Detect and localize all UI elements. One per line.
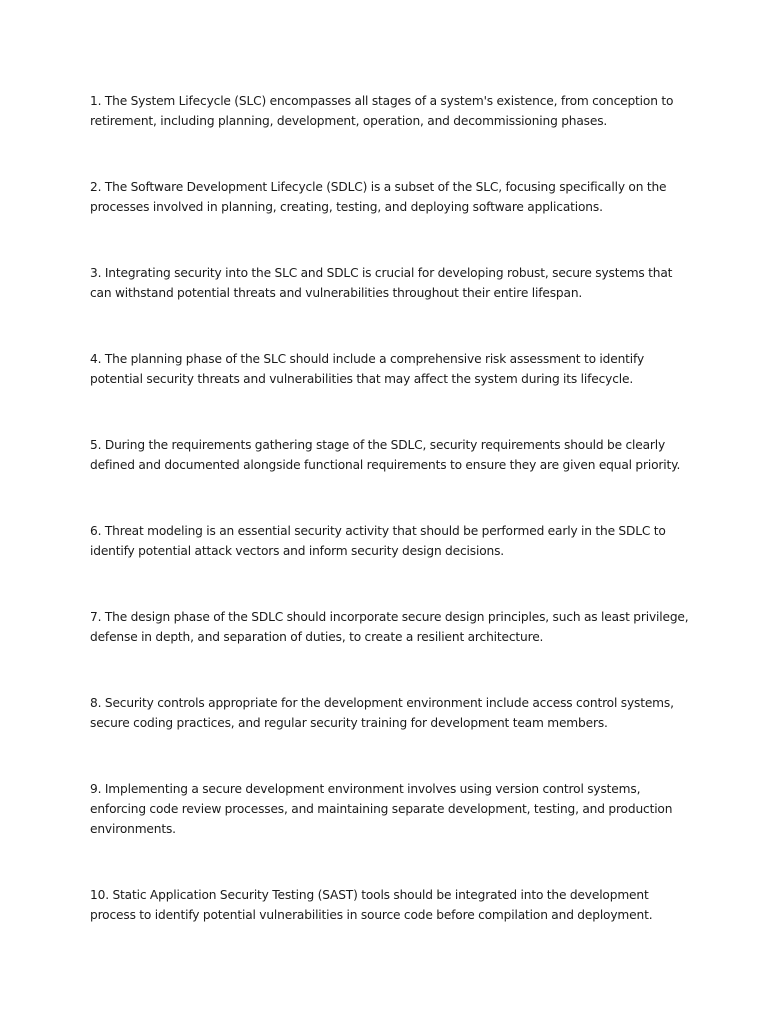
list-item: 1. The System Lifecycle (SLC) encompasses all stages of a system's existence, from conception to retirement, including planning, development, operation, and decommissioning phases. xyxy=(90,94,674,128)
list-item: 10. Static Application Security Testing (SAST) tools should be integrated into the development process to identify potential vulnerabilities in source code before compilation and deployment. xyxy=(90,888,653,922)
list-item: 9. Implementing a secure development environment involves using version control systems, enforcing code review processes, and maintaining separate development, testing, and production environments. xyxy=(90,782,673,836)
numbered-list xyxy=(90,91,690,971)
list-item: 4. The planning phase of the SLC should include a comprehensive risk assessment to identify potential security threats and vulnerabilities that may affect the system during its lifecycle. xyxy=(90,352,645,386)
list-item: 2. The Software Development Lifecycle (SDLC) is a subset of the SLC, focusing specifically on the processes involved in planning, creating, testing, and deploying software applications. xyxy=(90,180,667,214)
list-item: 7. The design phase of the SDLC should incorporate secure design principles, such as least privilege, defense in depth, and separation of duties, to create a resilient architecture. xyxy=(90,610,689,644)
list-item: 6. Threat modeling is an essential security activity that should be performed early in the SDLC to identify potential attack vectors and inform security design decisions. xyxy=(90,524,666,558)
list-item: 3. Integrating security into the SLC and SDLC is crucial for developing robust, secure systems that can withstand potential threats and vulnerabilities throughout their entire lifespan. xyxy=(90,266,673,300)
list-item: 5. During the requirements gathering stage of the SDLC, security requirements should be clearly defined and documented alongside functional requirements to ensure they are given equal priority. xyxy=(90,438,681,472)
list-item: 8. Security controls appropriate for the development environment include access control systems, secure coding practices, and regular security training for development team members. xyxy=(90,696,674,730)
